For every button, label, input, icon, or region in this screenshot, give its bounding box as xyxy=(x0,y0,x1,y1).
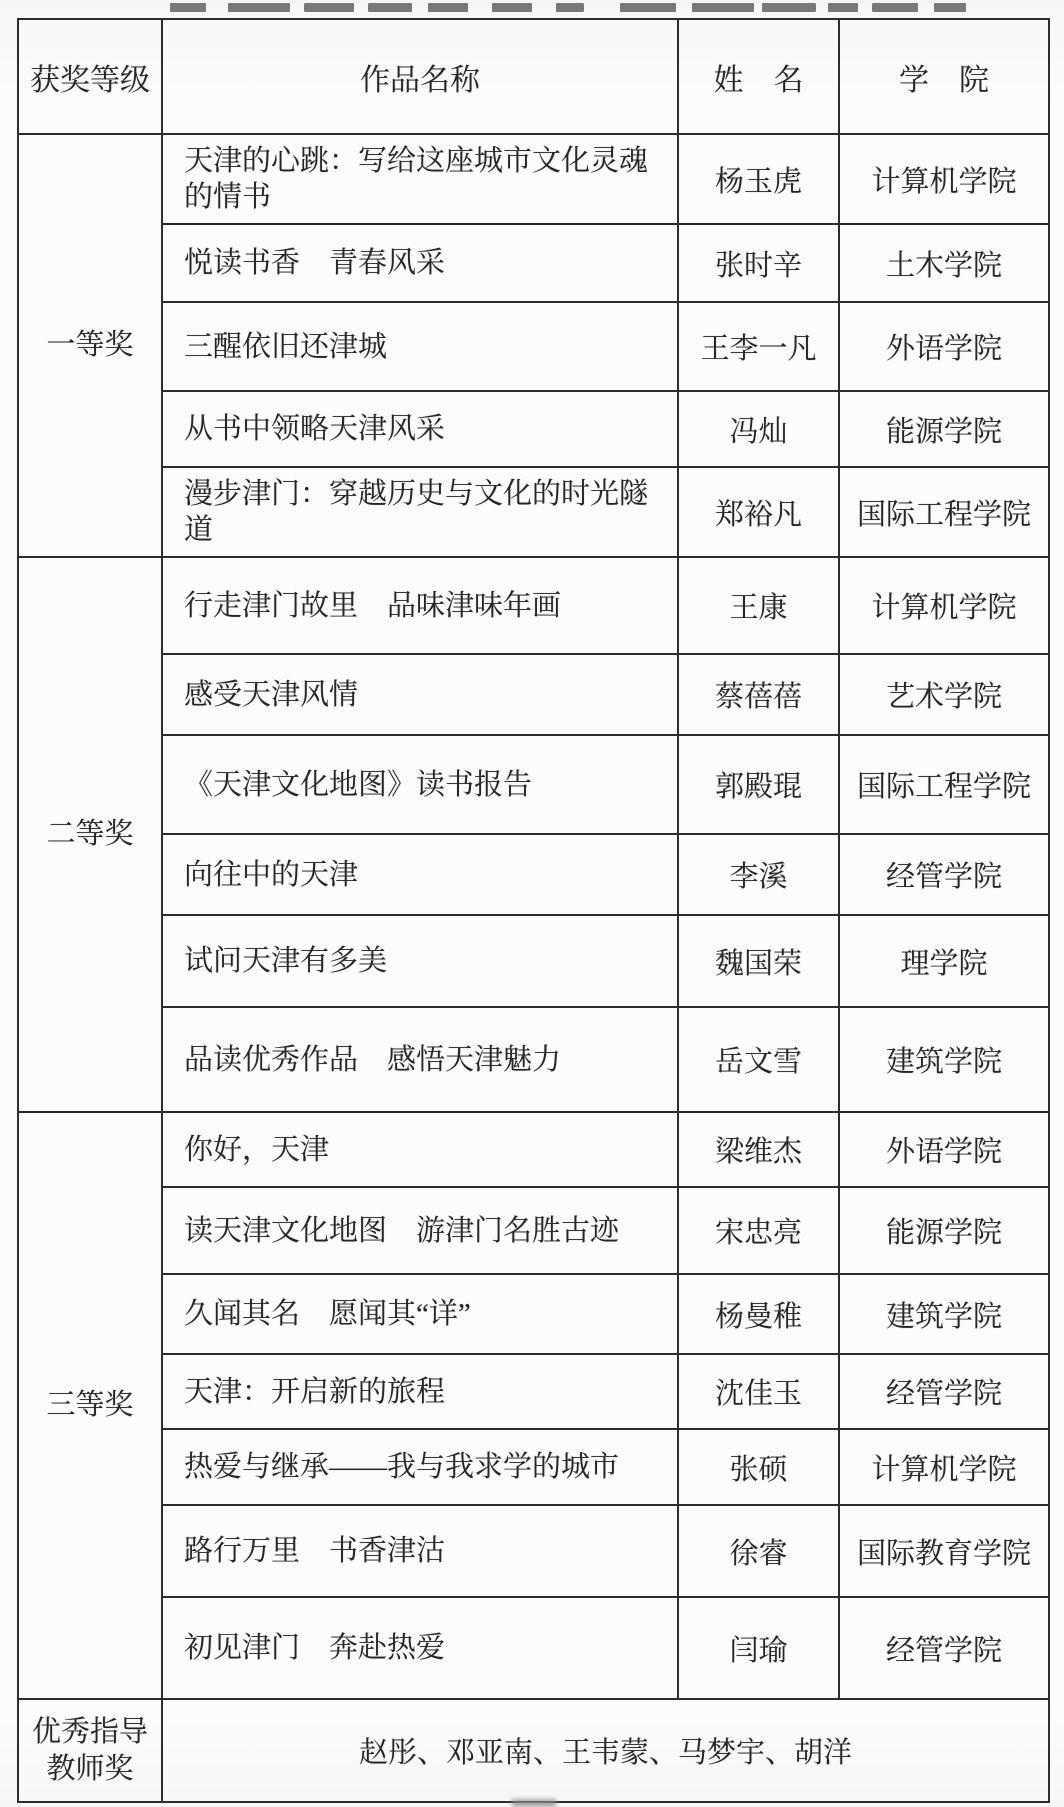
name-cell: 郭殿琨 xyxy=(678,735,839,834)
table-row xyxy=(18,557,1049,654)
college-cell: 能源学院 xyxy=(839,391,1049,467)
table-row xyxy=(18,302,1049,391)
cut-off-page-number-mark xyxy=(512,1799,556,1807)
name-cell: 宋忠亮 xyxy=(678,1187,839,1274)
header-award-level: 获奖等级 xyxy=(18,19,162,134)
college-cell: 艺术学院 xyxy=(839,654,1049,735)
table-row xyxy=(18,735,1049,834)
work-title-cell: 《天津文化地图》读书报告 xyxy=(162,735,678,834)
awards-table xyxy=(17,18,1050,1803)
work-title-cell: 行走津门故里 品味津味年画 xyxy=(162,557,678,654)
teacher-award-label-line1: 优秀指导 xyxy=(31,1715,148,1748)
table-row xyxy=(18,1597,1049,1699)
college-cell: 建筑学院 xyxy=(839,1007,1049,1112)
work-title-cell: 悦读书香 青春风采 xyxy=(162,224,678,302)
name-cell: 闫瑜 xyxy=(678,1597,839,1699)
award-level-cell-third-prize: 三等奖 xyxy=(18,1112,162,1699)
table-row-teacher-award xyxy=(18,1699,1049,1802)
name-cell: 沈佳玉 xyxy=(678,1354,839,1429)
table-row xyxy=(18,1187,1049,1274)
work-title-cell: 路行万里 书香津沽 xyxy=(162,1505,678,1597)
college-cell: 计算机学院 xyxy=(839,134,1049,224)
name-cell: 王康 xyxy=(678,557,839,654)
name-cell: 徐睿 xyxy=(678,1505,839,1597)
table-row xyxy=(18,915,1049,1007)
table-row xyxy=(18,467,1049,557)
college-cell: 理学院 xyxy=(839,915,1049,1007)
name-cell: 王李一凡 xyxy=(678,302,839,391)
name-cell: 魏国荣 xyxy=(678,915,839,1007)
work-title-cell: 试问天津有多美 xyxy=(162,915,678,1007)
work-title-cell: 漫步津门：穿越历史与文化的时光隧道 xyxy=(162,467,678,557)
college-cell: 外语学院 xyxy=(839,1112,1049,1187)
table-row xyxy=(18,654,1049,735)
college-cell: 土木学院 xyxy=(839,224,1049,302)
table-row xyxy=(18,391,1049,467)
work-title-cell: 读天津文化地图 游津门名胜古迹 xyxy=(162,1187,678,1274)
name-cell: 张时辛 xyxy=(678,224,839,302)
college-cell: 计算机学院 xyxy=(839,557,1049,654)
name-cell: 杨玉虎 xyxy=(678,134,839,224)
award-level-cell-second-prize: 二等奖 xyxy=(18,557,162,1112)
table-row xyxy=(18,834,1049,915)
table-row xyxy=(18,134,1049,224)
table-row xyxy=(18,1274,1049,1354)
teacher-award-label-line2: 教师奖 xyxy=(46,1752,134,1785)
college-cell: 经管学院 xyxy=(839,834,1049,915)
work-title-cell: 从书中领略天津风采 xyxy=(162,391,678,467)
table-row xyxy=(18,1429,1049,1505)
table-header-row xyxy=(18,19,1049,134)
name-cell: 张硕 xyxy=(678,1429,839,1505)
header-work-title: 作品名称 xyxy=(162,19,678,134)
work-title-cell: 品读优秀作品 感悟天津魅力 xyxy=(162,1007,678,1112)
award-level-cell-teacher-award xyxy=(18,1699,162,1802)
work-title-cell: 天津的心跳：写给这座城市文化灵魂的情书 xyxy=(162,134,678,224)
name-cell: 李溪 xyxy=(678,834,839,915)
award-level-cell-first-prize: 一等奖 xyxy=(18,134,162,557)
name-cell: 郑裕凡 xyxy=(678,467,839,557)
college-cell: 国际工程学院 xyxy=(839,467,1049,557)
work-title-cell: 热爱与继承——我与我求学的城市 xyxy=(162,1429,678,1505)
table-row xyxy=(18,224,1049,302)
work-title-cell: 初见津门 奔赴热爱 xyxy=(162,1597,678,1699)
work-title-cell: 天津：开启新的旅程 xyxy=(162,1354,678,1429)
teacher-names-cell: 赵彤、邓亚南、王韦蒙、马梦宇、胡洋 xyxy=(162,1699,1049,1802)
name-cell: 冯灿 xyxy=(678,391,839,467)
college-cell: 建筑学院 xyxy=(839,1274,1049,1354)
college-cell: 能源学院 xyxy=(839,1187,1049,1274)
college-cell: 经管学院 xyxy=(839,1354,1049,1429)
college-cell: 外语学院 xyxy=(839,302,1049,391)
college-cell: 经管学院 xyxy=(839,1597,1049,1699)
table-row xyxy=(18,1505,1049,1597)
header-name: 姓 名 xyxy=(678,19,839,134)
work-title-cell: 三醒依旧还津城 xyxy=(162,302,678,391)
name-cell: 杨曼稚 xyxy=(678,1274,839,1354)
work-title-cell: 你好，天津 xyxy=(162,1112,678,1187)
college-cell: 国际工程学院 xyxy=(839,735,1049,834)
table-row xyxy=(18,1007,1049,1112)
work-title-cell: 向往中的天津 xyxy=(162,834,678,915)
name-cell: 岳文雪 xyxy=(678,1007,839,1112)
name-cell: 蔡蓓蓓 xyxy=(678,654,839,735)
table-row xyxy=(18,1112,1049,1187)
name-cell: 梁维杰 xyxy=(678,1112,839,1187)
work-title-cell: 感受天津风情 xyxy=(162,654,678,735)
college-cell: 国际教育学院 xyxy=(839,1505,1049,1597)
header-college: 学 院 xyxy=(839,19,1049,134)
college-cell: 计算机学院 xyxy=(839,1429,1049,1505)
table-row xyxy=(18,1354,1049,1429)
work-title-cell: 久闻其名 愿闻其“详” xyxy=(162,1274,678,1354)
